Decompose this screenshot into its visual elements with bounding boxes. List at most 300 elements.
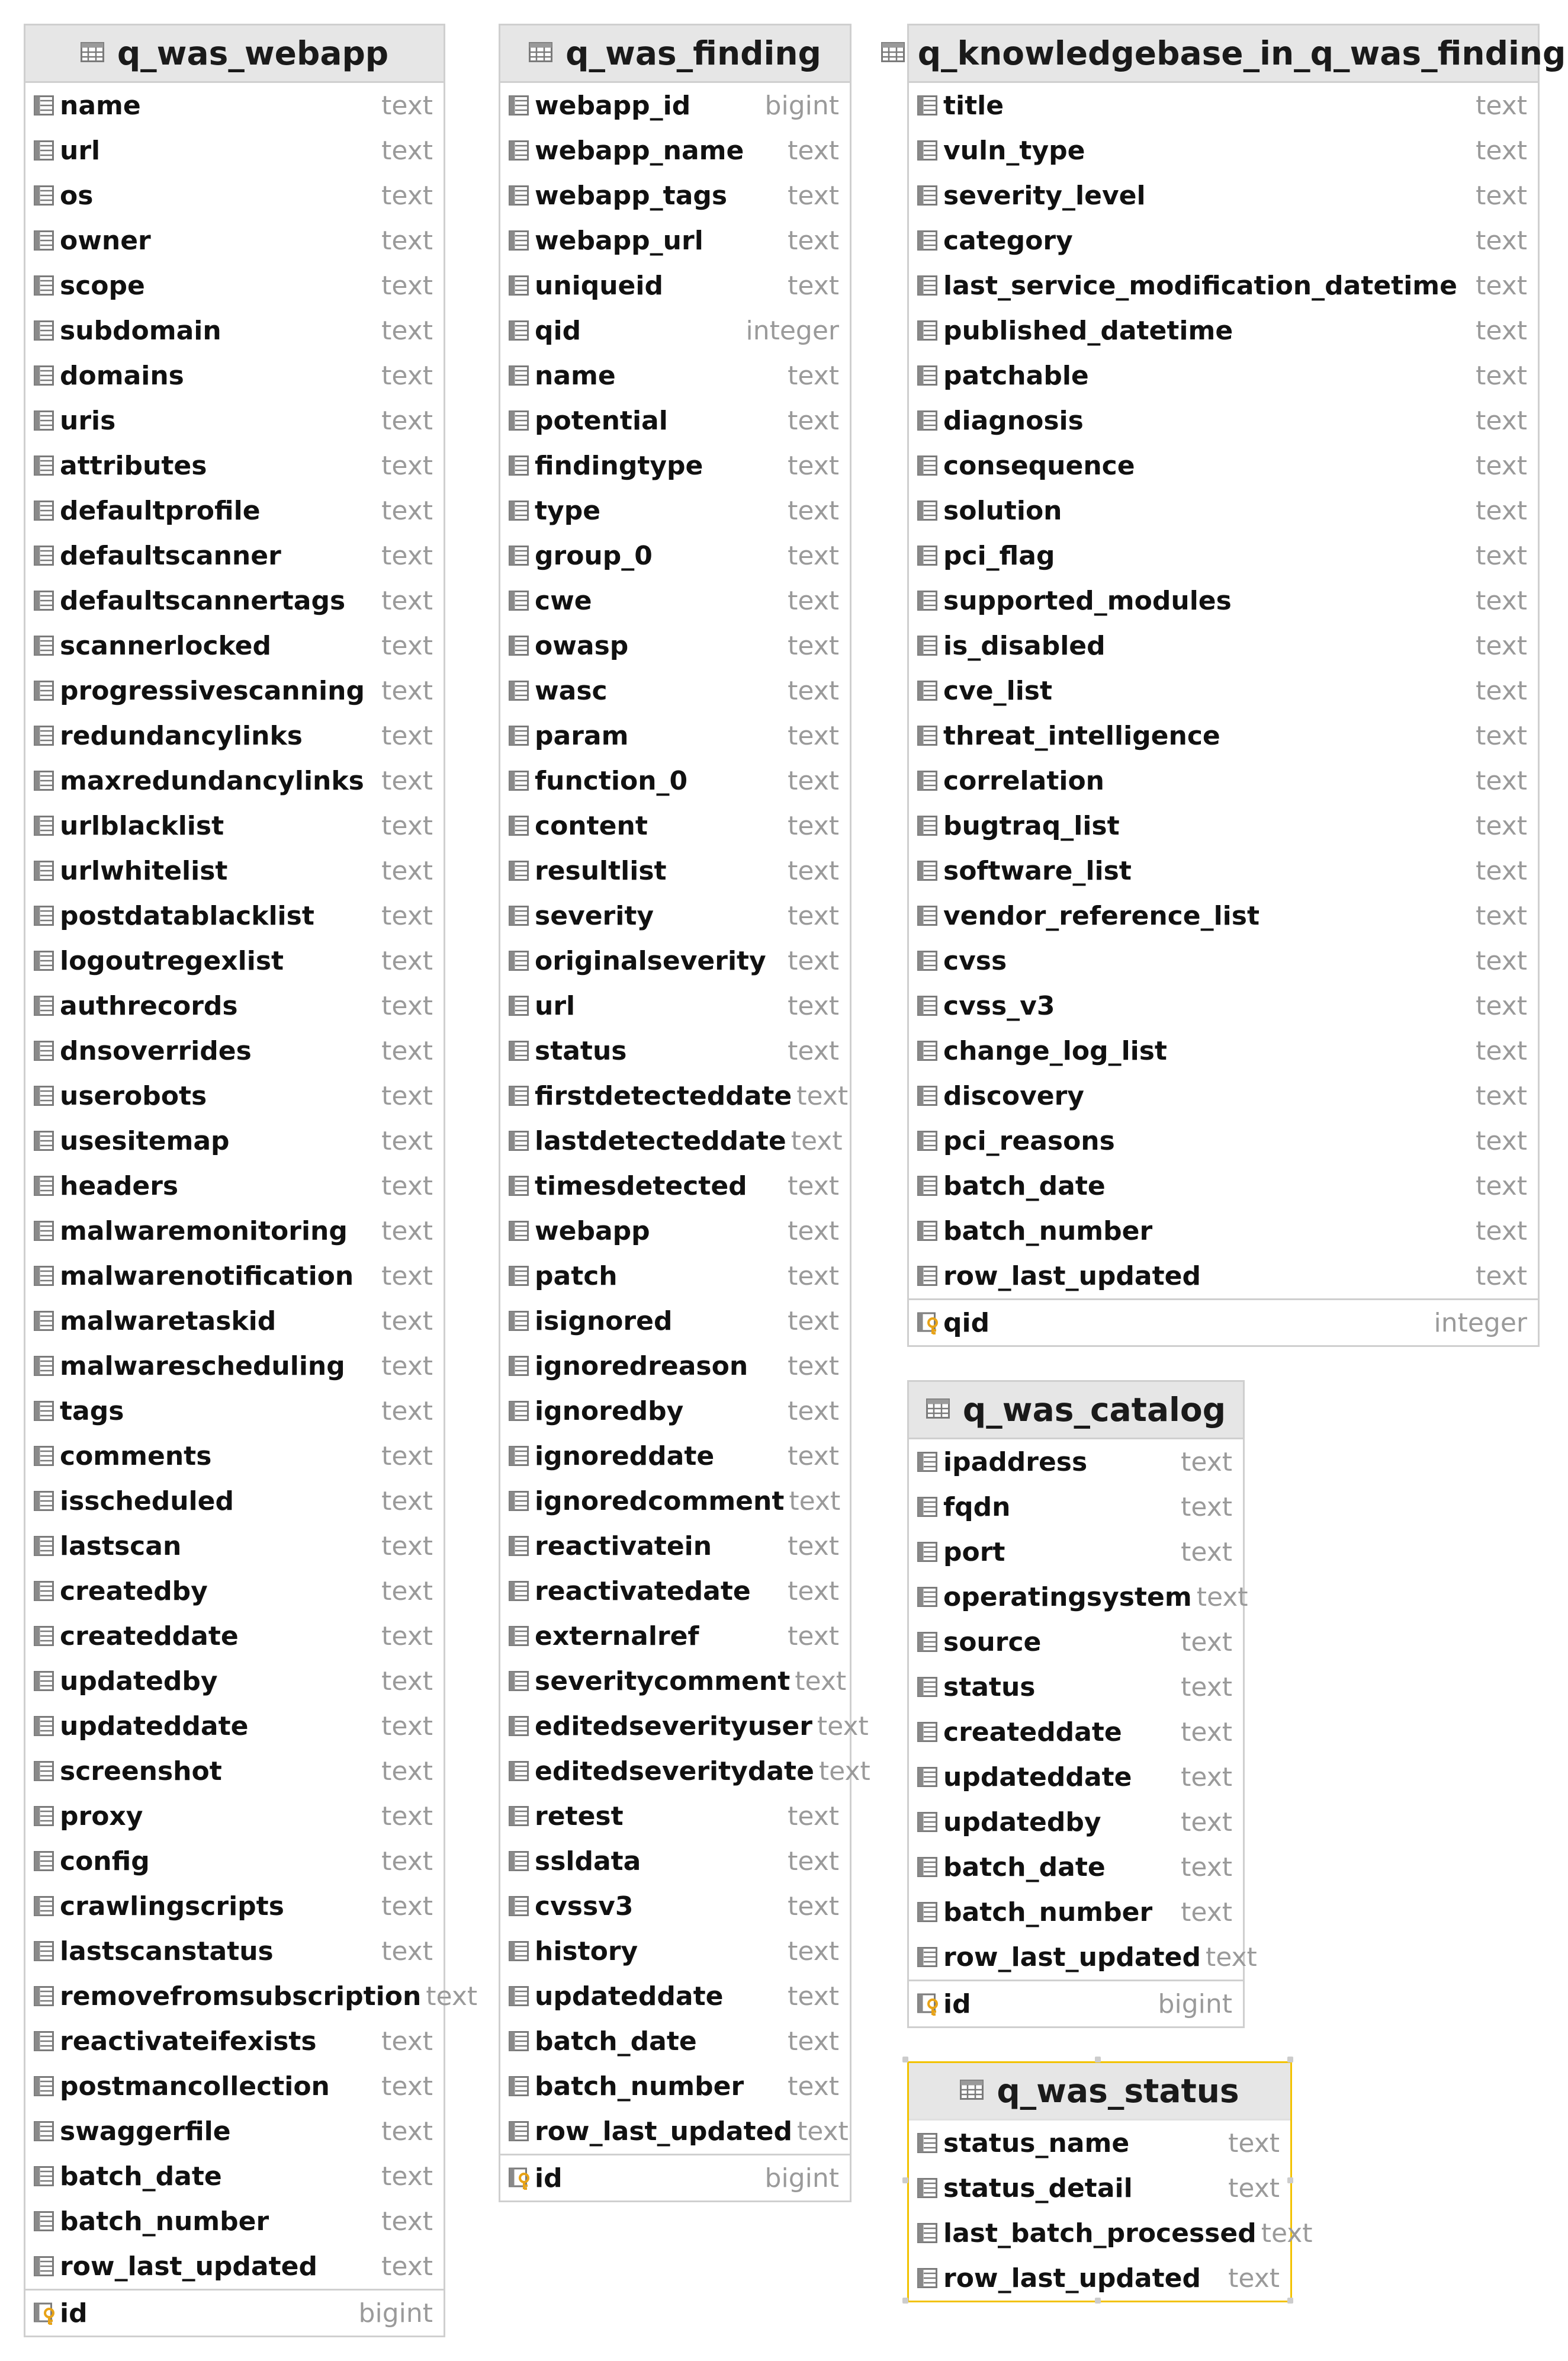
primary-key-row[interactable] <box>909 1298 1538 1345</box>
column-name: id <box>535 2163 563 2193</box>
column-icon <box>34 1941 60 1961</box>
column-row[interactable] <box>25 533 444 578</box>
column-type: text <box>1181 1672 1232 1702</box>
column-icon <box>917 1497 943 1517</box>
column-icon <box>509 275 535 296</box>
column-row[interactable] <box>500 533 850 578</box>
column-name: isscheduled <box>60 1486 234 1516</box>
column-name: patch <box>535 1260 618 1291</box>
column-icon <box>917 1812 943 1832</box>
column-row[interactable] <box>500 1613 850 1659</box>
column-row[interactable] <box>500 1208 850 1253</box>
column-name: correlation <box>943 765 1104 796</box>
column-name: vuln_type <box>943 135 1085 166</box>
column-row[interactable] <box>500 1704 869 1749</box>
column-row[interactable] <box>500 803 850 848</box>
column-type: text <box>788 360 839 391</box>
column-row[interactable] <box>25 263 444 308</box>
column-name: removefromsubscription <box>60 1981 422 2012</box>
column-name: tags <box>60 1396 124 1426</box>
column-row[interactable] <box>909 623 1538 668</box>
column-icon <box>34 1221 60 1241</box>
column-name: updateddate <box>60 1711 249 1741</box>
column-icon <box>509 185 535 206</box>
column-row[interactable] <box>909 1118 1538 1163</box>
primary-key-icon <box>34 2301 60 2325</box>
column-row[interactable] <box>909 218 1538 263</box>
column-row[interactable] <box>909 803 1538 848</box>
column-icon <box>509 1311 535 1331</box>
column-row[interactable] <box>909 1439 1243 1484</box>
column-icon <box>34 1266 60 1286</box>
column-name: externalref <box>535 1621 699 1651</box>
column-icon <box>34 1176 60 1196</box>
column-row[interactable] <box>25 848 444 893</box>
column-row[interactable] <box>25 1704 444 1749</box>
column-icon <box>34 681 60 701</box>
column-icon <box>917 1221 943 1241</box>
column-row[interactable] <box>25 1433 444 1478</box>
column-row[interactable] <box>909 128 1538 173</box>
column-row[interactable] <box>25 1478 444 1523</box>
column-row[interactable] <box>25 173 444 218</box>
column-row[interactable] <box>500 1929 850 1974</box>
column-icon <box>34 501 60 521</box>
column-name: firstdetecteddate <box>535 1080 792 1111</box>
table-header[interactable] <box>909 25 1566 83</box>
column-icon <box>34 1671 60 1691</box>
column-icon <box>917 365 943 386</box>
column-row[interactable] <box>25 893 444 938</box>
column-type: text <box>1476 450 1527 481</box>
column-row[interactable] <box>25 1523 444 1568</box>
column-row[interactable] <box>500 1343 850 1388</box>
column-row[interactable] <box>25 1073 444 1118</box>
column-row[interactable] <box>909 263 1538 308</box>
column-name: row_last_updated <box>943 1260 1201 1291</box>
column-icon <box>509 2031 535 2051</box>
column-row[interactable] <box>500 1253 850 1298</box>
column-row[interactable] <box>500 623 850 668</box>
column-type: text <box>788 1576 839 1606</box>
column-type: text <box>788 945 839 976</box>
column-row[interactable] <box>909 983 1538 1028</box>
column-row[interactable] <box>500 443 850 488</box>
table-q-knowledgebase-in-q-was-finding[interactable] <box>907 24 1566 1347</box>
column-row[interactable] <box>500 713 850 758</box>
column-name: config <box>60 1846 150 1876</box>
column-row[interactable] <box>25 1028 444 1073</box>
column-icon <box>509 410 535 431</box>
column-name: timesdetected <box>535 1170 747 1201</box>
column-row[interactable] <box>25 1659 444 1704</box>
column-name: url <box>60 135 101 166</box>
column-icon <box>34 2211 60 2231</box>
column-type: text <box>1476 1125 1527 1156</box>
column-row[interactable] <box>909 668 1538 713</box>
column-row[interactable] <box>500 398 850 443</box>
column-icon <box>509 1896 535 1916</box>
column-type: text <box>788 1260 839 1291</box>
column-row[interactable] <box>500 1298 850 1343</box>
column-row[interactable] <box>25 1568 444 1613</box>
column-row[interactable] <box>500 128 850 173</box>
column-icon <box>509 1716 535 1736</box>
primary-key-row[interactable] <box>500 2154 850 2200</box>
selection-handle[interactable] <box>1287 2177 1293 2183</box>
column-row[interactable] <box>25 2199 444 2244</box>
column-type: text <box>788 1215 839 1246</box>
column-row[interactable] <box>909 1844 1243 1890</box>
column-icon <box>917 2268 943 2288</box>
column-name: published_datetime <box>943 315 1233 346</box>
column-type: text <box>381 1621 433 1651</box>
column-row[interactable] <box>500 983 850 1028</box>
column-row[interactable] <box>25 983 444 1028</box>
column-row[interactable] <box>500 1388 850 1433</box>
column-type: text <box>381 2071 433 2102</box>
column-name: cve_list <box>943 675 1052 706</box>
column-row[interactable] <box>909 488 1538 533</box>
column-row[interactable] <box>25 1974 478 2019</box>
table-header[interactable] <box>909 2063 1290 2121</box>
column-name: solution <box>943 495 1062 526</box>
column-row[interactable] <box>500 2109 850 2154</box>
column-row[interactable] <box>25 128 444 173</box>
table-q-was-finding[interactable] <box>499 24 870 2202</box>
column-row[interactable] <box>25 803 444 848</box>
column-row[interactable] <box>500 1163 850 1208</box>
column-icon <box>509 1986 535 2006</box>
column-icon <box>509 365 535 386</box>
column-row[interactable] <box>500 173 850 218</box>
column-row[interactable] <box>25 443 444 488</box>
column-icon <box>509 861 535 881</box>
column-row[interactable] <box>909 1754 1243 1799</box>
column-row[interactable] <box>909 173 1538 218</box>
selection-handle[interactable] <box>1095 2298 1101 2304</box>
column-row[interactable] <box>909 1163 1538 1208</box>
column-type: text <box>381 1080 433 1111</box>
column-name: batch_number <box>60 2206 269 2237</box>
column-row[interactable] <box>25 218 444 263</box>
column-row[interactable] <box>909 893 1538 938</box>
column-row[interactable] <box>909 83 1538 128</box>
column-row[interactable] <box>909 1073 1538 1118</box>
column-row[interactable] <box>500 1568 850 1613</box>
selection-handle[interactable] <box>1287 2298 1293 2304</box>
column-row[interactable] <box>500 1028 850 1073</box>
column-row[interactable] <box>909 308 1538 353</box>
column-row[interactable] <box>909 578 1538 623</box>
column-name: name <box>60 90 141 121</box>
column-row[interactable] <box>500 893 850 938</box>
column-type: text <box>796 1080 849 1111</box>
column-row[interactable] <box>500 758 850 803</box>
table-name: q_was_finding <box>565 34 821 72</box>
table-q-was-catalog[interactable] <box>907 1380 1257 2028</box>
column-row[interactable] <box>500 668 850 713</box>
column-row[interactable] <box>909 938 1538 983</box>
column-row[interactable] <box>25 668 444 713</box>
column-name: last_service_modification_datetime <box>943 270 1457 301</box>
column-type: text <box>381 1801 433 1831</box>
column-name: diagnosis <box>943 405 1084 436</box>
column-name: updateddate <box>535 1981 724 2012</box>
table-q-was-webapp[interactable] <box>24 24 478 2337</box>
column-name: lastdetecteddate <box>535 1125 786 1156</box>
column-icon <box>509 1806 535 1826</box>
column-row[interactable] <box>25 353 444 398</box>
column-row[interactable] <box>500 1478 850 1523</box>
column-name: lastscanstatus <box>60 1936 274 1967</box>
column-row[interactable] <box>500 1794 850 1839</box>
column-row[interactable] <box>25 1298 444 1343</box>
column-icon <box>509 636 535 656</box>
column-row[interactable] <box>500 308 850 353</box>
column-row[interactable] <box>909 1484 1243 1529</box>
column-icon <box>509 1626 535 1646</box>
column-row[interactable] <box>25 1163 444 1208</box>
column-type: text <box>381 90 433 121</box>
column-row[interactable] <box>500 218 850 263</box>
column-type: text <box>381 765 433 796</box>
column-name: function_0 <box>535 765 688 796</box>
column-name: malwarenotification <box>60 1260 354 1291</box>
column-name: cwe <box>535 585 592 616</box>
column-name: param <box>535 720 629 751</box>
column-name: software_list <box>943 855 1132 886</box>
column-row[interactable] <box>500 2064 850 2109</box>
table-name: q_was_webapp <box>117 34 389 72</box>
column-row[interactable] <box>25 1749 444 1794</box>
column-row[interactable] <box>500 578 850 623</box>
column-name: row_last_updated <box>535 2116 792 2147</box>
column-row[interactable] <box>25 1613 444 1659</box>
column-icon <box>917 816 943 836</box>
column-icon <box>509 2076 535 2096</box>
column-type: text <box>788 180 839 211</box>
column-row[interactable] <box>909 1935 1257 1980</box>
column-type: text <box>788 810 839 841</box>
column-row[interactable] <box>25 2064 444 2109</box>
column-row[interactable] <box>909 1574 1248 1619</box>
column-type: text <box>1476 630 1527 661</box>
column-type: text <box>1228 2173 1280 2203</box>
table-header[interactable] <box>909 1382 1243 1439</box>
column-row[interactable] <box>909 2256 1290 2301</box>
column-type: bigint <box>764 90 839 121</box>
column-row[interactable] <box>25 1343 444 1388</box>
column-name: userobots <box>60 1080 207 1111</box>
column-row[interactable] <box>909 758 1538 803</box>
column-name: type <box>535 495 601 526</box>
column-row[interactable] <box>25 83 444 128</box>
column-type: text <box>791 1125 843 1156</box>
selection-handle[interactable] <box>1095 2057 1101 2062</box>
selection-handle[interactable] <box>902 2057 908 2062</box>
column-row[interactable] <box>909 2211 1313 2256</box>
column-row[interactable] <box>909 848 1538 893</box>
column-row[interactable] <box>909 443 1538 488</box>
column-row[interactable] <box>500 83 850 128</box>
column-row[interactable] <box>500 848 850 893</box>
column-row[interactable] <box>25 1118 444 1163</box>
column-type: text <box>1476 1080 1527 1111</box>
column-icon <box>509 816 535 836</box>
column-icon <box>34 1356 60 1376</box>
column-row[interactable] <box>500 1659 850 1704</box>
column-row[interactable] <box>500 1839 850 1884</box>
column-row[interactable] <box>500 1073 850 1118</box>
column-row[interactable] <box>25 1253 444 1298</box>
column-row[interactable] <box>500 1523 850 1568</box>
column-row[interactable] <box>25 2154 444 2199</box>
column-row[interactable] <box>909 1890 1243 1935</box>
column-row[interactable] <box>25 2244 444 2289</box>
column-row[interactable] <box>909 713 1538 758</box>
primary-key-row[interactable] <box>909 1980 1243 2026</box>
column-row[interactable] <box>909 398 1538 443</box>
column-icon <box>917 861 943 881</box>
column-type: text <box>1205 1942 1257 1972</box>
column-row[interactable] <box>909 533 1538 578</box>
column-row[interactable] <box>25 1208 444 1253</box>
column-type: text <box>381 1260 433 1291</box>
table-name: q_was_status <box>997 2072 1239 2110</box>
column-type: text <box>789 1486 841 1516</box>
selection-handle[interactable] <box>902 2298 908 2304</box>
column-row[interactable] <box>909 1028 1538 1073</box>
column-name: editedseveritydate <box>535 1756 814 1786</box>
column-row[interactable] <box>25 1839 444 1884</box>
column-type: text <box>788 2071 839 2102</box>
column-row[interactable] <box>909 1709 1243 1754</box>
column-icon <box>34 591 60 611</box>
column-type: text <box>788 2026 839 2057</box>
selection-handle[interactable] <box>1287 2057 1293 2062</box>
column-type: text <box>381 1576 433 1606</box>
column-name: webapp_id <box>535 90 691 121</box>
column-row[interactable] <box>500 263 850 308</box>
selection-handle[interactable] <box>902 2177 908 2183</box>
column-icon <box>917 1722 943 1742</box>
column-row[interactable] <box>909 1664 1243 1709</box>
column-name: comments <box>60 1441 212 1471</box>
column-icon <box>34 455 60 476</box>
column-row[interactable] <box>25 488 444 533</box>
column-row[interactable] <box>500 1884 850 1929</box>
column-row[interactable] <box>909 2121 1290 2166</box>
column-type: text <box>1476 315 1527 346</box>
column-icon <box>509 546 535 566</box>
table-name: q_was_catalog <box>962 1391 1226 1429</box>
column-row[interactable] <box>500 1433 850 1478</box>
column-row[interactable] <box>909 1253 1538 1298</box>
column-row[interactable] <box>25 578 444 623</box>
column-name: webapp_name <box>535 135 744 166</box>
column-row[interactable] <box>25 758 444 803</box>
primary-key-row[interactable] <box>25 2289 444 2336</box>
column-row[interactable] <box>500 1118 850 1163</box>
column-row[interactable] <box>25 308 444 353</box>
column-name: defaultscanner <box>60 540 281 571</box>
column-icon <box>509 996 535 1016</box>
column-row[interactable] <box>909 353 1538 398</box>
column-row[interactable] <box>500 1749 870 1794</box>
table-icon <box>81 42 104 65</box>
column-row[interactable] <box>500 488 850 533</box>
column-type: text <box>381 855 433 886</box>
column-name: row_last_updated <box>943 2263 1201 2293</box>
column-row[interactable] <box>25 938 444 983</box>
column-type: text <box>381 900 433 931</box>
column-row[interactable] <box>25 1929 444 1974</box>
column-icon <box>34 1761 60 1781</box>
column-type: text <box>381 1035 433 1066</box>
column-type: text <box>1476 765 1527 796</box>
column-icon <box>34 1851 60 1871</box>
column-row[interactable] <box>25 1388 444 1433</box>
table-header[interactable] <box>500 25 850 83</box>
column-name: scope <box>60 270 145 301</box>
column-row[interactable] <box>500 938 850 983</box>
column-icon <box>34 1986 60 2006</box>
column-row[interactable] <box>909 1529 1243 1574</box>
column-name: change_log_list <box>943 1035 1167 1066</box>
column-icon <box>917 1176 943 1196</box>
column-row[interactable] <box>25 2109 444 2154</box>
column-row[interactable] <box>909 1799 1243 1844</box>
column-icon <box>917 1266 943 1286</box>
column-name: fqdn <box>943 1491 1011 1522</box>
column-icon <box>34 1446 60 1466</box>
column-icon <box>509 501 535 521</box>
column-name: source <box>943 1627 1042 1657</box>
column-type: text <box>1181 1446 1232 1477</box>
column-type: text <box>1181 1717 1232 1747</box>
column-row[interactable] <box>909 1208 1538 1253</box>
column-name: urlblacklist <box>60 810 224 841</box>
column-row[interactable] <box>25 1884 444 1929</box>
column-icon <box>34 1131 60 1151</box>
column-row[interactable] <box>25 713 444 758</box>
column-row[interactable] <box>909 1619 1243 1664</box>
column-name: batch_date <box>943 1852 1106 1882</box>
column-row[interactable] <box>25 1794 444 1839</box>
column-name: webapp_url <box>535 225 703 256</box>
column-row[interactable] <box>500 2019 850 2064</box>
column-type: text <box>788 1981 839 2012</box>
column-row[interactable] <box>25 623 444 668</box>
column-row[interactable] <box>500 353 850 398</box>
table-q-was-status[interactable] <box>907 2061 1313 2302</box>
column-icon <box>509 1041 535 1061</box>
column-type: text <box>1476 1035 1527 1066</box>
column-type: text <box>1476 180 1527 211</box>
column-row[interactable] <box>909 2166 1290 2211</box>
column-row[interactable] <box>25 2019 444 2064</box>
column-name: webapp <box>535 1215 650 1246</box>
column-row[interactable] <box>25 398 444 443</box>
column-name: updateddate <box>943 1762 1132 1792</box>
column-icon <box>509 1491 535 1511</box>
column-type: text <box>381 1305 433 1336</box>
column-type: text <box>1476 810 1527 841</box>
table-header[interactable] <box>25 25 444 83</box>
column-row[interactable] <box>500 1974 850 2019</box>
column-icon <box>509 1761 535 1781</box>
